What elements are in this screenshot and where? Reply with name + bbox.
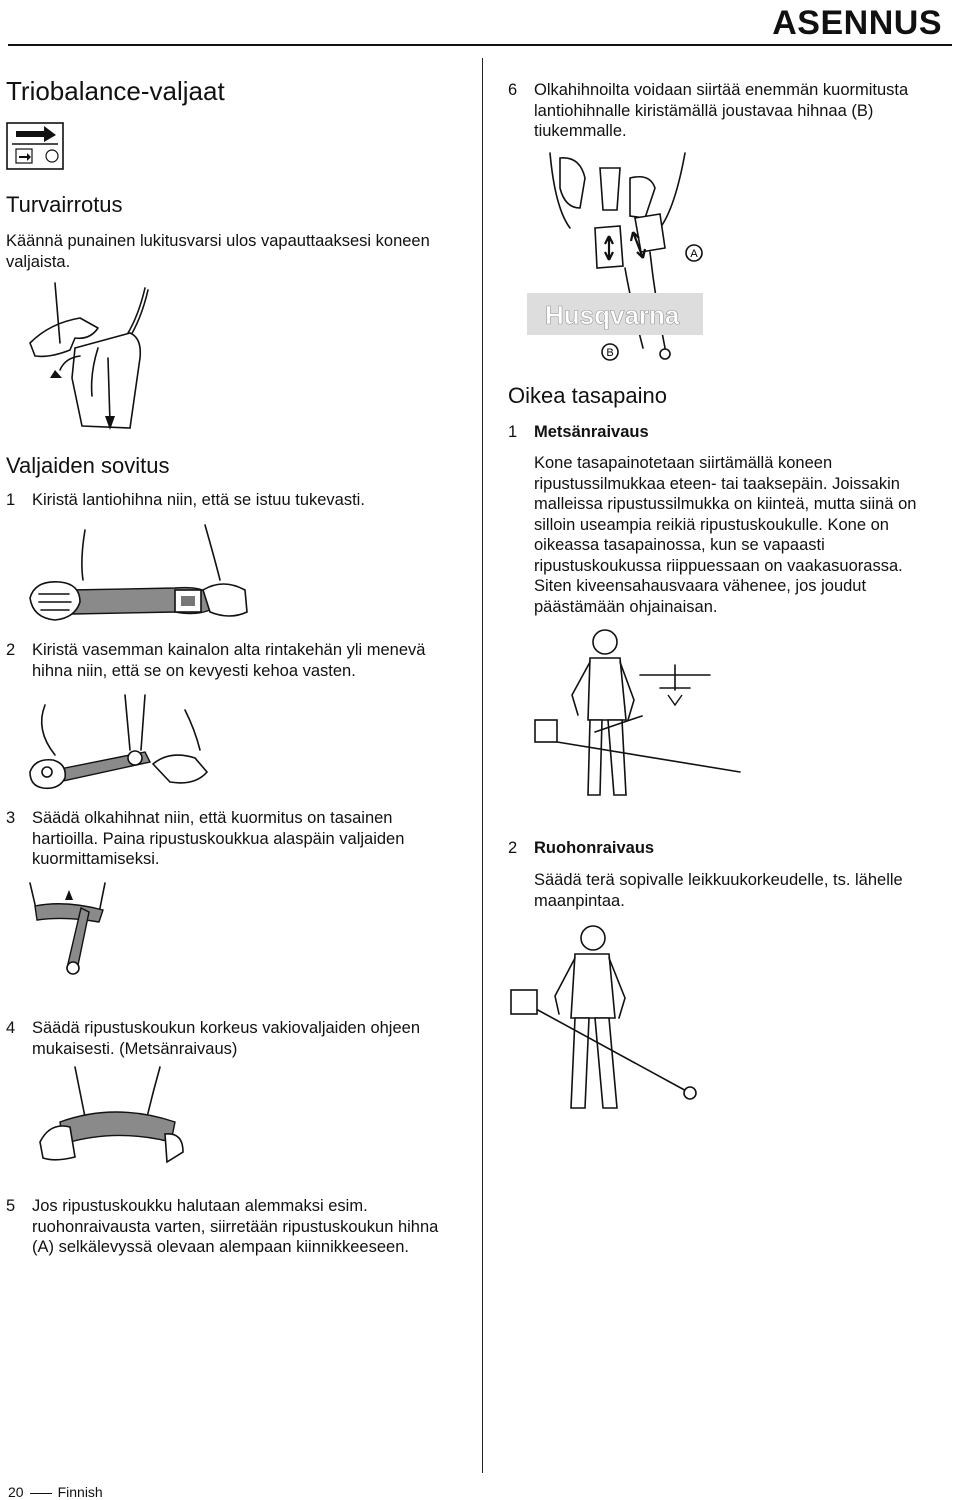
page-header-title: ASENNUS	[772, 4, 942, 42]
section-title-turvairrotus: Turvairrotus	[6, 192, 123, 217]
quick-release-illustration	[20, 278, 170, 438]
header-rule	[8, 44, 952, 46]
brand-text: Husqvarna	[545, 300, 680, 330]
column-divider	[482, 58, 483, 1473]
quick-release-icon	[6, 122, 64, 170]
fitting-step-2: 2 Kiristä vasemman kainalon alta rintakehän yli menevä hihna niin, että se on kevyesti kehoa vasten.	[6, 641, 426, 680]
turvairrotus-text: Käännä punainen lukitusvarsi ulos vapauttaaksesi koneen valjaista.	[6, 232, 430, 271]
fitting-step-5: 5 Jos ripustuskoukku halutaan alemmaksi esim. ruohonraivausta varten, siirretään ripustuskoukun hihna (A) selkälevyssä olevaan alempaan kiinnikkeeseen.	[6, 1197, 439, 1256]
footer-language: Finnish	[57, 1484, 103, 1500]
label-a-marker	[684, 243, 704, 263]
hook-height-illustration	[35, 1062, 185, 1172]
section-title-oikea-tasapaino: Oikea tasapaino	[508, 383, 667, 408]
balance-item-1-title: 1 Metsänraivaus	[508, 423, 649, 441]
fitting-step-1: 1 Kiristä lantiohihna niin, että se istuu tukevasti.	[6, 491, 365, 509]
grass-clearing-illustration	[505, 918, 705, 1118]
label-b: B	[606, 347, 614, 359]
hip-belt-illustration	[25, 520, 255, 630]
balance-item-1-text: Kone tasapainotetaan siirtämällä koneen ripustussilmukkaa eteen- tai taaksepäin. Joissakin malleissa ripustussilmukka on kiinteä, mutta siinä on silloin useampia reikiä ripustuskoukulle. Kone on oikeassa tasapainossa, kun se vapaasti ripustuskoukussa riippuessaan on vaakasuorassa. Siten kiveensahausvaara vähenee, jos joudut päästämään ohjainaisan.	[534, 454, 917, 616]
fitting-step-6: 6 Olkahihnoilta voidaan siirtää enemmän kuormitusta lantiohihnalle kiristämällä joustavaa hihnaa (B) tiukemmalle.	[508, 81, 909, 140]
section-title-triobalance: Triobalance-valjaat	[6, 76, 225, 106]
footer-dash	[30, 1493, 52, 1495]
balance-item-2-title: 2 Ruohonraivaus	[508, 839, 655, 857]
shoulder-strap-illustration	[25, 878, 115, 978]
forest-clearing-illustration	[530, 620, 750, 810]
fitting-step-3: 3 Säädä olkahihnat niin, että kuormitus on tasainen hartioilla. Paina ripustuskoukkua alaspäin valjaiden kuormittamiseksi.	[6, 809, 405, 868]
page-number: 20	[8, 1484, 24, 1500]
page-footer	[8, 1484, 103, 1500]
chest-strap-illustration	[25, 690, 225, 800]
backplate-illustration	[525, 148, 705, 370]
section-title-valjaiden-sovitus: Valjaiden sovitus	[6, 453, 170, 478]
balance-item-2-text: Säädä terä sopivalle leikkuukorkeudelle, ts. lähelle maanpintaa.	[534, 871, 903, 910]
label-a: A	[690, 248, 698, 260]
fitting-step-4: 4 Säädä ripustuskoukun korkeus vakiovaljaiden ohjeen mukaisesti. (Metsänraivaus)	[6, 1019, 420, 1058]
